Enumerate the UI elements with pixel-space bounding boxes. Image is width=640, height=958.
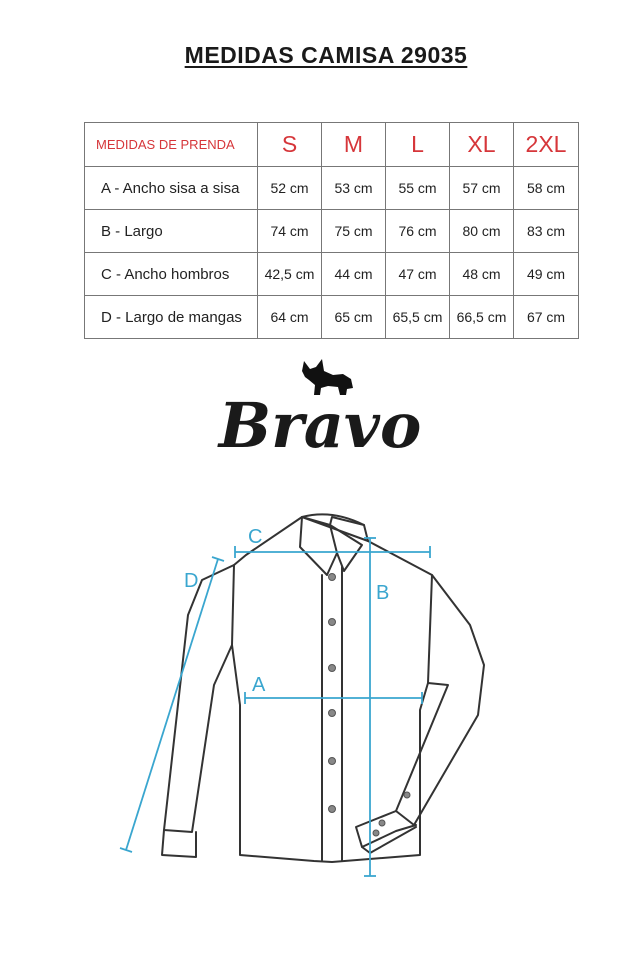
size-header: XL <box>450 123 514 167</box>
table-cell: 74 cm <box>258 210 322 253</box>
table-cell: 75 cm <box>322 210 386 253</box>
row-label: A - Ancho sisa a sisa <box>85 167 258 210</box>
table-cell: 76 cm <box>386 210 450 253</box>
table-row <box>85 210 579 253</box>
table-cell: 80 cm <box>450 210 514 253</box>
table-row <box>85 296 579 339</box>
table-cell: 58 cm <box>514 167 579 210</box>
size-header: S <box>258 123 322 167</box>
label-d: D <box>184 570 199 592</box>
table-header-row <box>85 123 579 167</box>
table-cell: 67 cm <box>514 296 579 339</box>
table-cell: 64 cm <box>258 296 322 339</box>
brand-wordmark: Bravo <box>218 389 422 462</box>
table-cell: 48 cm <box>450 253 514 296</box>
label-b: B <box>376 582 390 604</box>
table-cell: 65,5 cm <box>386 296 450 339</box>
table-row <box>85 253 579 296</box>
brand-logo <box>0 355 640 465</box>
table-cell: 53 cm <box>322 167 386 210</box>
row-label: C - Ancho hombros <box>85 253 258 296</box>
table-cell: 66,5 cm <box>450 296 514 339</box>
table-row <box>85 167 579 210</box>
table-cell: 57 cm <box>450 167 514 210</box>
page-title <box>0 42 640 69</box>
shirt-outline <box>162 514 484 862</box>
table-cell: 55 cm <box>386 167 450 210</box>
shirt-diagram <box>100 505 520 885</box>
table-cell: 83 cm <box>514 210 579 253</box>
label-a: A <box>252 674 266 696</box>
row-label: B - Largo <box>85 210 258 253</box>
size-header: M <box>322 123 386 167</box>
size-header: 2XL <box>514 123 579 167</box>
table-cell: 49 cm <box>514 253 579 296</box>
table-cell: 42,5 cm <box>258 253 322 296</box>
table-cell: 47 cm <box>386 253 450 296</box>
page-title-text: MEDIDAS CAMISA 29035 <box>184 42 468 68</box>
size-header: L <box>386 123 450 167</box>
label-c: C <box>248 526 263 548</box>
header-label: MEDIDAS DE PRENDA <box>85 123 258 167</box>
table-cell: 52 cm <box>258 167 322 210</box>
size-chart-table <box>84 122 579 339</box>
row-label: D - Largo de mangas <box>85 296 258 339</box>
table-cell: 65 cm <box>322 296 386 339</box>
table-cell: 44 cm <box>322 253 386 296</box>
